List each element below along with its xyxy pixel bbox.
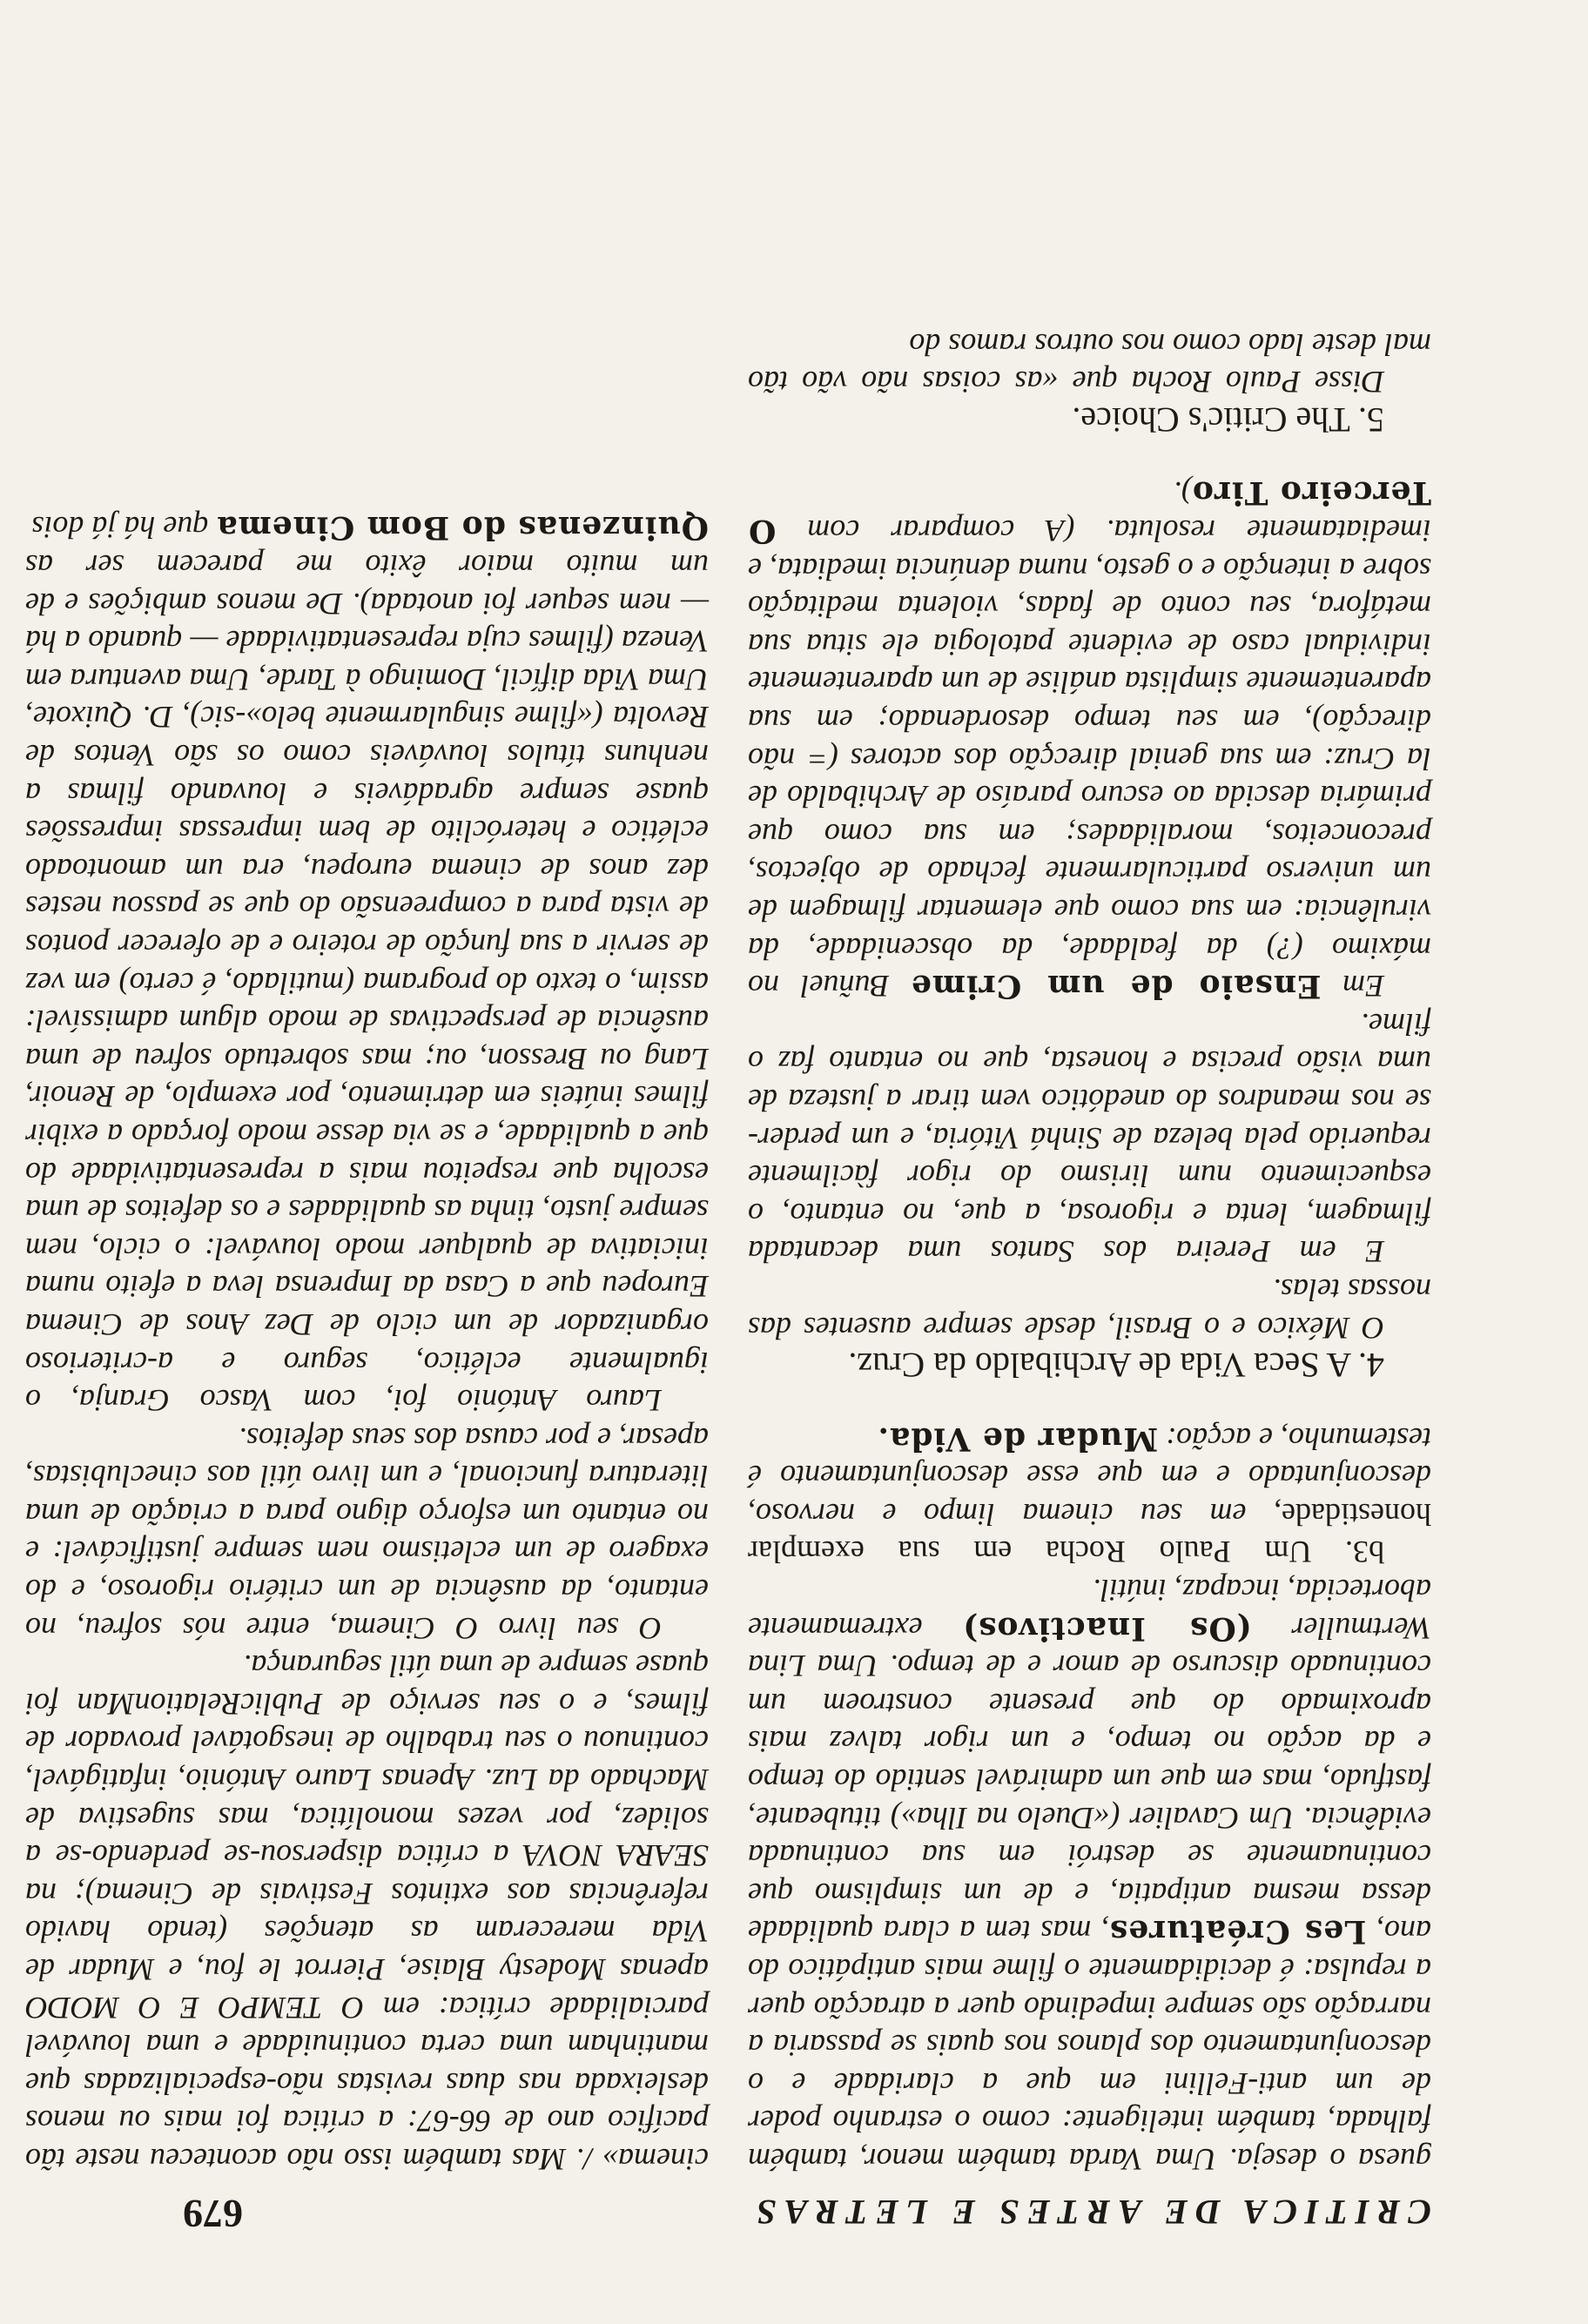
film-title-o-terceiro-tiro: O Terceiro Tiro <box>748 474 1431 550</box>
page-header <box>0 2159 1588 2324</box>
film-title-ensaio-de-um-crime: Ensaio de um Crime <box>910 968 1322 1005</box>
section-heading-4: 4. A Seca Vida de Archibaldo da Cruz. <box>848 1346 1384 1386</box>
paragraph-ciclo-cinema-europeu: Lauro António foi, com Vasco Granja, o igualmente eclético, seguro e a-criterioso organizador de um ciclo de Dez Anos de Cinema Europeu que a Casa da Imprensa leva a efeito numa iniciativa de qualquer modo louvável: o ciclo, nem sempre justo, tinha as qualidades e os defeitos de uma escolha que respeitou mais a representatividade do que a qualidade, e se via desse modo forçado a exibir filmes inúteis em detrimento, por exemplo, de Renoir, Lang ou Bresson, ou; mas sobretudo sofreu de uma ausência de perspectivas de modo algum admissível: assim, o texto do programa (mutilado, é certo) em vez de servir a sua função de roteiro e de oferecer pontos de vista para a compreensão do que se passou nestes dez anos de cinema europeu, era um amontoado eclético e heteróclito de bem impressas impressões quase sempre agradáveis e louvando filmas a nenhuns títulos louváveis como os são Ventos de Revolta («filme singularmente belo»-sic), D. Quixote, Uma Vida difícil, Domingo à Tarde, Uma aventura em Veneza (filmes cuja representatividade — quando a há — nem sequer foi anotada). De menos ambições e de um muito maior êxito me parecem ser as Quinzenas do Bom Cinema que há já dois <box>25 509 709 1419</box>
film-title-mudar-de-vida: Mudar de Vida. <box>877 1420 1159 1457</box>
paragraph-varda-cavalier: guesa o deseja. Uma Varda também menor, também falhada, também inteligente: como o estranho poder de um anti-Fellini em que a claridade e o desconjuntamento dos planos nos quais se passaria a narração são sempre impedindo quer a atracção quer a repulsa: é decididamente o filme mais antipático do ano, Les Créatures, mas tem a clara qualidade dessa mesma antipatia, e de um simplismo que continuamente se destrói em sua continuada evidência. Um Cavalier («Duelo na Ilha») titubeante, fastfudo, mas em que um admirável sentido do tempo e da acção no tempo, e um rigor talvez mais aproximado do que presente constroem um continuado discurso de amor e de tempo. Uma Lina Wertmuller (Os Inactivos) extremamente abortecida, incapaz, inútil. <box>747 1573 1431 2177</box>
right-column <box>25 508 709 2178</box>
paragraph-mexico-brasil: O México e o Brasil, desde sempre ausentes das nossas telas. <box>748 1272 1431 1346</box>
title-quinzenas-do-bom-cinema: Quinzenas do Bom Cinema <box>216 509 709 547</box>
section-heading-5: 5. The Critic's Choice. <box>1072 400 1384 440</box>
paragraph-critica-revistas: cinema» /. Mas também isso não aconteceu neste tão pacífico ano de 66-67: a crítica foi mais ou menos desleixada nas duas revistas não-especializadas que mantinham uma certa continuidade e uma louvável parcialidade crítica: em O TEMPO E O MODO apenas Modesty Blaise, Pierrot le fou, e Mudar de Vida mereceram as atenções (tendo havido referências aos extintos Festivais de Cinema); na SEARA NOVA a crítica dispersou-se perdendo-se a solidez, por vezes monolítica, mas sugestiva de Machado da Luz. Apenas Lauro António, infatigável, continuou o seu trabalho de inesgotável provador de filmes, e o seu serviço de PublicRelationMan foi quase sempre de uma útil segurança. <box>25 1649 709 2177</box>
running-head: CRITICA DE ARTES E LETRAS <box>749 2193 1431 2232</box>
paragraph-pereira-dos-santos: E em Pereira dos Santos uma decantada filmagem, lenta e rigorosa, a que, no entanto, o esquecimento num lirismo do rigor fàcilmente requerido pela beleza de Sinhá Vitória, e um perder-se nos meandros do anedótico vem tirar a justeza de uma visão precisa e honesta, que no entanto faz o filme. <box>748 1006 1431 1270</box>
paragraph-paulo-rocha: b3. Um Paulo Rocha em sua exemplar honestidade, em seu cinema limpo e nervoso, desconjuntado e em que esse desconjuntamento é testemunho, e acção: Mudar de Vida. <box>748 1420 1431 1570</box>
paragraph-livro-o-cinema: O seu livro O Cinema, entre nós sofreu, no entanto, da ausência de um critério rigoroso, e do exagero de um ecletismo nem sempre justificável: e no entanto um esforço digno para a criação de uma literatura funcional, e um livro útil aos cineclubistas, apesar, e por causa dos seus defeitos. <box>25 1421 709 1646</box>
film-title-les-creatures: Les Créatures <box>1108 1913 1367 1951</box>
page-number: 679 <box>183 2192 243 2236</box>
film-title-os-inactivos: (Os Inactivos) <box>962 1609 1252 1647</box>
paragraph-critics-choice: Disse Paulo Rocha que «as coisas não vão tão mal deste lado como nos outros ramos do <box>748 326 1431 400</box>
left-column <box>748 325 1431 2178</box>
paragraph-bunuel: Em Ensaio de um Crime Buñuel no máximo (?) da fealdade, da obscenidade, da virulência: em sua como que elementar filmagem de um universo particularmente fechado de objectos, preconceitos, moralidades; em sua como que primária descida ao escuro paraíso de Archibaldo de la Cruz: em sua genial direcção dos actores (= não direcção), em seu tempo desordenado; em sua aparentemente simplista análise de um aparentemente individual caso de evidente patologia ele situa sua metáfora, seu conto de fadas, violenta meditação sobre a intenção e o gesto, numa denúncia imediata, e imediatamente resoluta. (A comparar com O Terceiro Tiro). <box>748 474 1431 1005</box>
